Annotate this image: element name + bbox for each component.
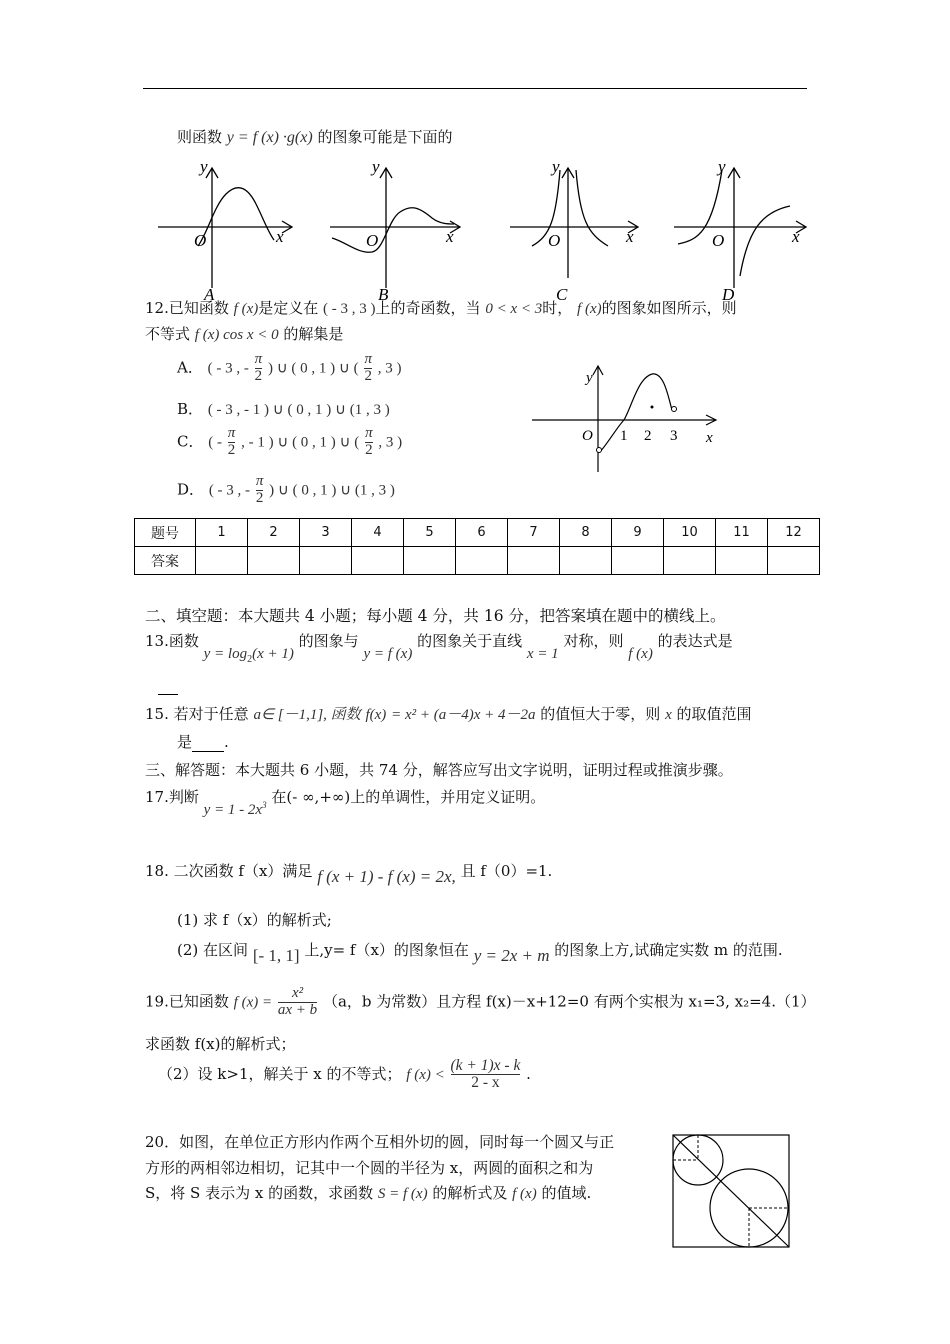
svg-text:x: x (276, 227, 284, 246)
answer-cell[interactable] (300, 547, 352, 575)
graph-b (330, 157, 460, 300)
answer-table-num: 3 (300, 519, 352, 547)
answer-table-num: 9 (612, 519, 664, 547)
q15-answer-blank[interactable] (192, 733, 224, 752)
q12-choice-c[interactable]: C． ( - $\frac{\pi}{2}$ , - 1 ) ∪ ( 0 , 1 ) ∪ ( $\frac{\pi}{2}$ , 3 ) (177, 425, 403, 458)
svg-text:y: y (586, 370, 593, 386)
answer-cell[interactable] (716, 547, 768, 575)
q18-part2: (2) 在区间 [- 1, 1] 上,y= f（x）的图象恒在 y = 2x + m 的图象上方,试确定实数 m 的范围. (177, 941, 783, 965)
q12-graph (528, 360, 728, 480)
header-rule (143, 88, 807, 89)
q20-figure (672, 1134, 792, 1250)
graph-a (158, 157, 292, 300)
answer-table-header-answer: 答案 (135, 547, 196, 575)
answer-table-num: 1 (196, 519, 248, 547)
svg-text:1: 1 (620, 428, 628, 444)
q12-choice-a[interactable]: A． ( - 3 , - $\frac{\pi}{2}$ ) ∪ ( 0 , 1 ) ∪ ( $\frac{\pi}{2}$ , 3 ) (177, 351, 402, 384)
answer-table-num: 10 (664, 519, 716, 547)
answer-table (134, 518, 820, 575)
answer-cell[interactable] (248, 547, 300, 575)
q11-stem: 则函数 y = f (x) ·g(x) 的图象可能是下面的 (177, 128, 453, 146)
svg-text:x: x (446, 227, 454, 246)
section-2-heading: 二、填空题：本大题共 4 小题；每小题 4 分，共 16 分，把答案填在题中的横线上。 (145, 607, 726, 625)
answer-cell[interactable] (508, 547, 560, 575)
svg-text:O: O (712, 231, 725, 250)
svg-text:x: x (792, 227, 800, 246)
svg-text:D: D (722, 285, 735, 300)
answer-table-header-number: 题号 (135, 519, 196, 547)
svg-text:3: 3 (670, 428, 678, 444)
q11-graphs (150, 150, 810, 300)
answer-cell[interactable] (404, 547, 456, 575)
q20-line3: S，将 S 表示为 x 的函数，求函数 S = f (x) 的解析式及 f (x) 的值域. (145, 1184, 592, 1202)
answer-table-num: 11 (716, 519, 768, 547)
svg-text:y: y (552, 157, 560, 176)
q15-line1: 15. 若对于任意 a∈ [－1,1], 函数 f(x) = x² + (a－4)x + 4－2a 的值恒大于零，则 x 的取值范围 (145, 705, 752, 723)
svg-text:x: x (626, 227, 634, 246)
answer-cell[interactable] (664, 547, 716, 575)
answer-table-num: 6 (456, 519, 508, 547)
answer-cell[interactable] (352, 547, 404, 575)
answer-cell[interactable] (612, 547, 664, 575)
q12-stem-line2: 不等式 f (x) cos x < 0 的解集是 (145, 325, 344, 343)
q19-part2: （2）设 k>1，解关于 x 的不等式； f (x) < $\frac{(k + 1)x - k}{2 - x}$ . (158, 1057, 531, 1092)
answer-table-answer-row (135, 547, 820, 575)
answer-cell[interactable] (456, 547, 508, 575)
q20-line2: 方形的两相邻边相切，记其中一个圆的半径为 x，两圆的面积之和为 (145, 1159, 594, 1177)
graph-d (674, 157, 806, 300)
answer-table-num: 2 (248, 519, 300, 547)
answer-table-num: 5 (404, 519, 456, 547)
q12-choice-d[interactable]: D． ( - 3 , - $\frac{\pi}{2}$ ) ∪ ( 0 , 1 ) ∪ (1 , 3 ) (177, 473, 395, 506)
answer-table-number-row (135, 519, 820, 547)
q12-choice-b[interactable]: B． ( - 3 , - 1 ) ∪ ( 0 , 1 ) ∪ (1 , 3 ) (177, 400, 390, 418)
answer-cell[interactable] (768, 547, 820, 575)
svg-text:y: y (718, 157, 726, 176)
svg-text:y: y (372, 157, 380, 176)
answer-table-num: 4 (352, 519, 404, 547)
svg-text:O: O (366, 231, 379, 250)
svg-text:O: O (582, 428, 593, 444)
q17: 17.判断 $y = 1 - 2x^3$ 在(- ∞,+∞)上的单调性，并用定义证明。 (145, 788, 546, 818)
answer-cell[interactable] (196, 547, 248, 575)
q20-line1: 20．如图，在单位正方形内作两个互相外切的圆，同时每一个圆又与正 (145, 1133, 615, 1151)
q18-stem: 18. 二次函数 f（x）满足 f (x + 1) - f (x) = 2x, 且 f（0）=1. (145, 862, 553, 886)
q19-line2: 求函数 f(x)的解析式； (145, 1035, 296, 1053)
svg-text:O: O (194, 231, 207, 250)
q19-line1: 19.已知函数 f (x) = $\frac{\text{x²}}{ax + b}$ （a，b 为常数）且方程 f(x)－x+12=0 有两个实根为 x₁=3, x₂=4.（1） (145, 985, 816, 1018)
graph-c (510, 157, 638, 300)
q13: 13.函数 $y = \log_2(x + 1)$ 的图象与 y = f (x) 的图象关于直线 x = 1 对称，则 f (x) 的表达式是 (145, 632, 733, 665)
svg-text:2: 2 (644, 428, 652, 444)
svg-text:B: B (378, 285, 389, 300)
q18-part1: (1) 求 f（x）的解析式; (177, 911, 332, 929)
q12-stem-line1: 12.已知函数 f (x)是定义在 ( - 3 , 3 )上的奇函数，当 0 < x < 3时， f (x)的图象如图所示，则 (145, 299, 737, 317)
svg-text:x: x (706, 430, 713, 446)
section-3-heading: 三、解答题：本大题共 6 小题，共 74 分，解答应写出文字说明，证明过程或推演步骤。 (145, 761, 733, 779)
svg-text:A: A (204, 285, 215, 300)
answer-table-num: 8 (560, 519, 612, 547)
q13-answer-blank[interactable] (158, 694, 178, 695)
svg-text:O: O (548, 231, 561, 250)
svg-text:y: y (200, 157, 208, 176)
answer-cell[interactable] (560, 547, 612, 575)
answer-table-num: 7 (508, 519, 560, 547)
svg-text:C: C (556, 285, 568, 300)
answer-table-num: 12 (768, 519, 820, 547)
q15-line2: 是 . (177, 733, 229, 751)
